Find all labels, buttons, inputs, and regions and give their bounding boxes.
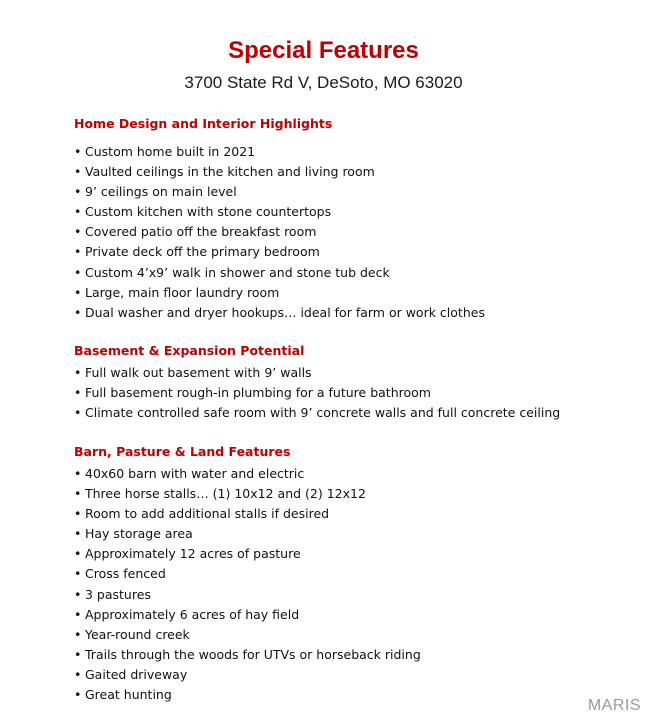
bullet-icon: •: [74, 486, 82, 502]
bullet-icon: •: [74, 606, 82, 622]
bullet-icon: •: [74, 304, 82, 320]
list-item-text: Custom home built in 2021: [85, 144, 256, 159]
list-item: [74, 142, 634, 162]
bullet-icon: •: [74, 264, 82, 280]
list-item: [74, 283, 634, 303]
list-item: [74, 544, 634, 564]
bullet-icon: •: [74, 546, 82, 562]
list-item: [74, 363, 634, 383]
list-item-text: Private deck off the primary bedroom: [85, 244, 320, 260]
feature-list: [74, 363, 634, 423]
bullet-icon: •: [74, 506, 82, 522]
bullet-icon: •: [74, 466, 82, 481]
list-item-text: 9’ ceilings on main level: [85, 184, 237, 200]
list-item-text: Full basement rough-in plumbing for a future bathroom: [85, 385, 431, 401]
list-item: [74, 524, 634, 544]
bullet-icon: •: [74, 405, 82, 421]
section-basement: [74, 341, 634, 423]
list-item-text: Hay storage area: [85, 526, 193, 542]
list-item: [74, 504, 634, 524]
list-item: [74, 645, 634, 665]
property-address: 3700 State Rd V, DeSoto, MO 63020: [184, 73, 463, 92]
list-item-text: Approximately 12 acres of pasture: [85, 546, 301, 562]
list-item: [74, 564, 634, 584]
list-item-text: Vaulted ceilings in the kitchen and living room: [85, 164, 375, 180]
list-item-text: Approximately 6 acres of hay field: [85, 606, 300, 622]
bullet-icon: •: [74, 244, 82, 260]
list-item: [74, 605, 634, 625]
list-item-text: Covered patio off the breakfast room: [85, 224, 317, 240]
list-item: [74, 625, 634, 645]
list-item: [74, 242, 634, 262]
list-item-text: 3 pastures: [85, 586, 151, 602]
bullet-icon: •: [74, 184, 82, 200]
list-item: [74, 403, 634, 423]
bullet-icon: •: [74, 687, 82, 703]
bullet-icon: •: [74, 224, 82, 240]
section-home-design: [74, 114, 634, 323]
list-item-text: Three horse stalls… (1) 10x12 and (2) 12x12: [85, 486, 366, 502]
list-item: [74, 162, 634, 182]
bullet-icon: •: [74, 626, 82, 642]
section-heading: Home Design and Interior Highlights: [74, 116, 333, 131]
feature-list: [74, 464, 634, 705]
bullet-icon: •: [74, 144, 82, 159]
bullet-icon: •: [74, 646, 82, 662]
list-item-text: Custom 4’x9’ walk in shower and stone tub deck: [85, 264, 390, 280]
list-item: [74, 685, 634, 705]
bullet-icon: •: [74, 365, 82, 380]
list-item-text: Full walk out basement with 9’ walls: [85, 365, 312, 380]
list-item: [74, 464, 634, 484]
list-item: [74, 484, 634, 504]
list-item: [74, 202, 634, 222]
list-item-text: Cross fenced: [85, 566, 166, 582]
list-item: [74, 383, 634, 403]
list-item-text: Climate controlled safe room with 9’ concrete walls and full concrete ceiling: [85, 405, 561, 421]
section-heading: Barn, Pasture & Land Features: [74, 444, 291, 459]
bullet-icon: •: [74, 385, 82, 401]
bullet-icon: •: [74, 566, 82, 582]
page-title: Special Features: [228, 37, 419, 64]
list-item-text: Trails through the woods for UTVs or horseback riding: [85, 646, 421, 662]
list-item: [74, 585, 634, 605]
bullet-icon: •: [74, 164, 82, 180]
section-heading: Basement & Expansion Potential: [74, 343, 305, 358]
list-item-text: Year-round creek: [85, 626, 190, 642]
list-item: [74, 665, 634, 685]
list-item-text: Gaited driveway: [85, 666, 188, 682]
watermark-text: MARIS: [587, 697, 641, 714]
list-item: [74, 263, 634, 283]
list-item: [74, 222, 634, 242]
list-item-text: Large, main floor laundry room: [85, 284, 280, 300]
feature-list: [74, 142, 634, 323]
list-item: [74, 182, 634, 202]
list-item-text: Great hunting: [85, 687, 172, 703]
list-item: [74, 303, 634, 323]
list-item-text: Room to add additional stalls if desired: [85, 506, 330, 522]
bullet-icon: •: [74, 204, 82, 220]
list-item-text: Custom kitchen with stone countertops: [85, 204, 332, 220]
list-item-text: Dual washer and dryer hookups… ideal for farm or work clothes: [85, 304, 485, 320]
bullet-icon: •: [74, 526, 82, 542]
bullet-icon: •: [74, 586, 82, 602]
list-item-text: 40x60 barn with water and electric: [85, 466, 305, 481]
section-barn-pasture: [74, 442, 634, 705]
bullet-icon: •: [74, 666, 82, 682]
bullet-icon: •: [74, 284, 82, 300]
